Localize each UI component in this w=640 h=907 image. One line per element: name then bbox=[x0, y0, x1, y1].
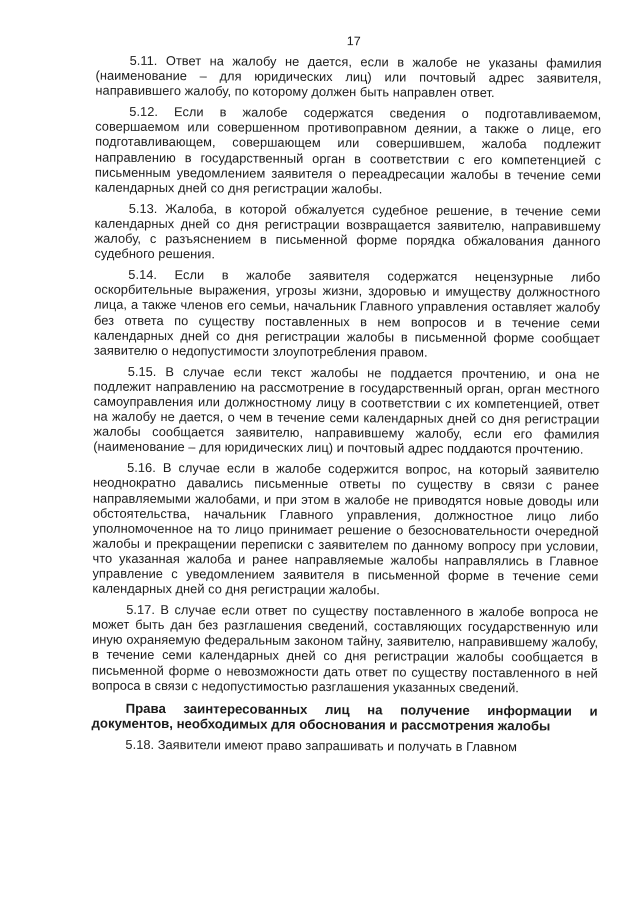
paragraph-5-16: 5.16. В случае если в жалобе содержится вопрос, на который заявителю неоднократно давались письменные ответы по существу в связи с ранее направляемыми жалобами, и при этом в жалобе не приводятся новые доводы или обстоятельства, начальник Главного управления, должностное лицо либо уполномоченное на то лицо принимает решение о безосновательности очередной жалобы и прекращении переписки с заявителем по данному вопросу при условии, что указанная жалоба и ранее направляемые жалобы направлялись в Главное управление с уведомлением заявителя в письменной форме в течение семи календарных дней со дня регистрации жалобы. bbox=[92, 460, 600, 598]
paragraph-5-14: 5.14. Если в жалобе заявителя содержатся нецензурные либо оскорбительные выражения, угрозы жизни, здоровью и имуществу должностного лица, а также членов его семьи, начальник Главного управления оставляет жалобу без ответа по существу поставленных в нем вопросов и в течение семи календарных дней со дня регистрации жалобы в письменной форме сообщает заявителю о недопустимости злоупотребления правом. bbox=[93, 267, 601, 360]
page-number: 17 bbox=[346, 34, 361, 49]
paragraph-5-17: 5.17. В случае если ответ по существу поставленного в жалобе вопроса не может быть дан без разглашения сведений, составляющих государственную или иную охраняемую федеральным законом тайну, заявителю, направившему жалобу, в течение семи календарных дней со дня регистрации жалобы сообщается в письменной форме о невозможности дать ответ по существу поставленного в ней вопроса в связи с недопустимостью разглашения указанных сведений. bbox=[91, 602, 599, 695]
paragraph-5-18: 5.18. Заявители имеют право запрашивать и получать в Главном bbox=[125, 736, 518, 755]
section-heading: Права заинтересованных лиц на получение информации и документов, необходимых для обоснования и рассмотрения жалобы bbox=[91, 700, 598, 734]
paragraph-5-13: 5.13. Жалоба, в которой обжалуется судебное решение, в течение семи календарных дней со дня регистрации возвращается заявителю, направившему жалобу, с разъяснением в письменной форме порядка обжалования данного судебного решения. bbox=[94, 200, 601, 262]
paragraph-5-15: 5.15. В случае если текст жалобы не поддается прочтению, и она не подлежит направлению на рассмотрение в государственный орган, орган местного самоуправления или должностному лицу в соответствии с их компетенцией, ответ на жалобу не дается, о чем в течение семи календарных дней со дня регистрации жалобы сообщается заявителю, направившему жалобу, если его фамилия (наименование – для юридических лиц) и почтовый адрес поддаются прочтению. bbox=[93, 363, 600, 457]
paragraph-5-11: 5.11. Ответ на жалобу не дается, если в жалобе не указаны фамилия (наименование – для юридических лиц) или почтовый адрес заявителя, направившего жалобу, по которому должен быть направлен ответ. bbox=[95, 52, 602, 101]
paragraph-5-12: 5.12. Если в жалобе содержатся сведения о подготавливаемом, совершаемом или совершенном противоправном деянии, а также о лице, его подготавливающем, совершающем или совершившем, жалоба подлежит направлению в государственный орган в соответствии с его компетенцией с письменным уведомлением заявителя о переадресации жалобы в течение семи календарных дней со дня регистрации жалобы. bbox=[94, 104, 602, 197]
